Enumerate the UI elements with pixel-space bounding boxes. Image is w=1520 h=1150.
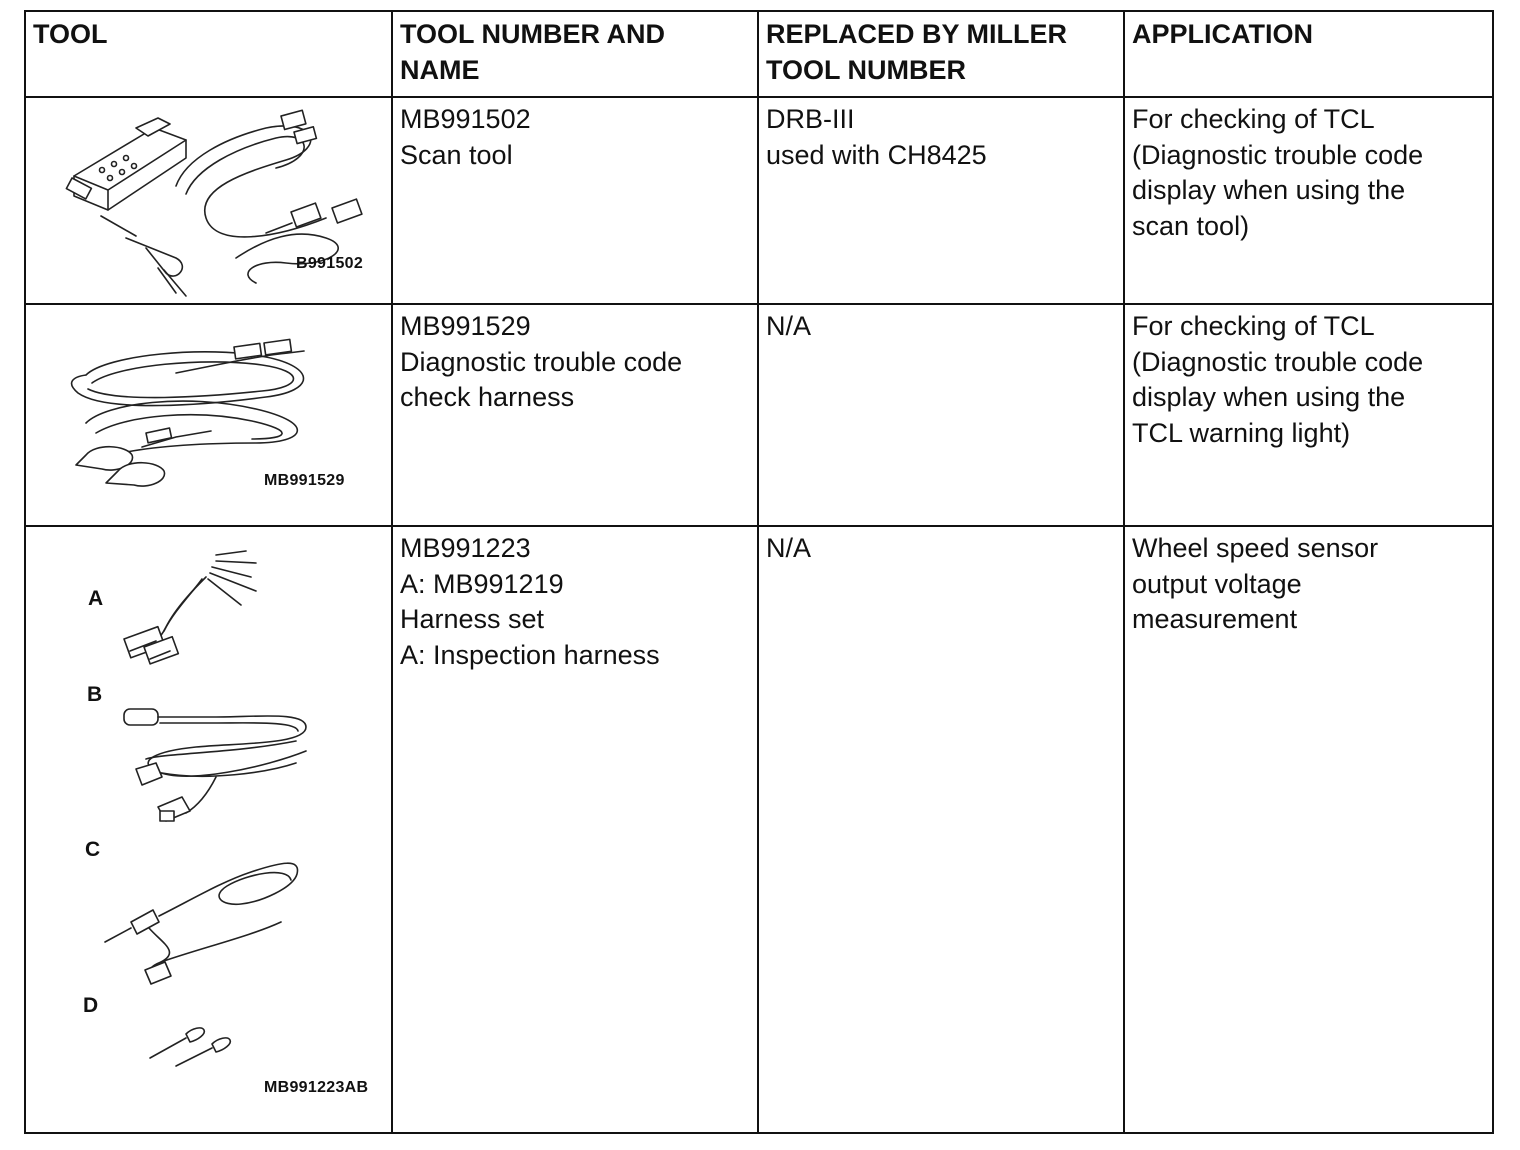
miller-tool-number: N/A — [758, 526, 1124, 1133]
tool-image-caption: MB991529 — [264, 472, 345, 489]
tool-image-caption: MB991223AB — [264, 1079, 369, 1096]
header-tool: TOOL — [25, 11, 392, 97]
tool-application: Wheel speed sensor output voltage measurement — [1124, 526, 1493, 1133]
harness-label-b: B — [87, 683, 103, 706]
tool-number-name: MB991502 Scan tool — [392, 97, 758, 304]
header-row — [25, 11, 1493, 97]
harness-label-c: C — [85, 838, 101, 861]
tool-image-cell — [25, 304, 392, 526]
tool-image-cell — [25, 97, 392, 304]
header-tool-number-and-name: TOOL NUMBER AND NAME — [392, 11, 758, 97]
tool-image-cell — [25, 526, 392, 1133]
harness-label-a: A — [88, 587, 104, 610]
probe-pins-illustration — [146, 1012, 266, 1072]
harness-b-illustration — [116, 697, 336, 837]
header-application: APPLICATION — [1124, 11, 1493, 97]
tool-application: For checking of TCL (Diagnostic trouble code display when using the scan tool) — [1124, 97, 1493, 304]
header-miller-tool-number: REPLACED BY MILLER TOOL NUMBER — [758, 11, 1124, 97]
tool-application: For checking of TCL (Diagnostic trouble code display when using the TCL warning light) — [1124, 304, 1493, 526]
miller-tool-number: N/A — [758, 304, 1124, 526]
table-row — [25, 304, 1493, 526]
table-row — [25, 526, 1493, 1133]
miller-tool-number: DRB-III used with CH8425 — [758, 97, 1124, 304]
table-row — [25, 97, 1493, 304]
tool-number-name: MB991529 Diagnostic trouble code check harness — [392, 304, 758, 526]
special-tools-table — [24, 10, 1494, 1134]
inspection-harness-illustration — [106, 547, 286, 677]
tool-number-name: MB991223 A: MB991219 Harness set A: Inspection harness — [392, 526, 758, 1133]
tool-image-caption: B991502 — [296, 255, 364, 272]
harness-label-d: D — [83, 994, 99, 1017]
harness-c-illustration — [101, 852, 321, 992]
